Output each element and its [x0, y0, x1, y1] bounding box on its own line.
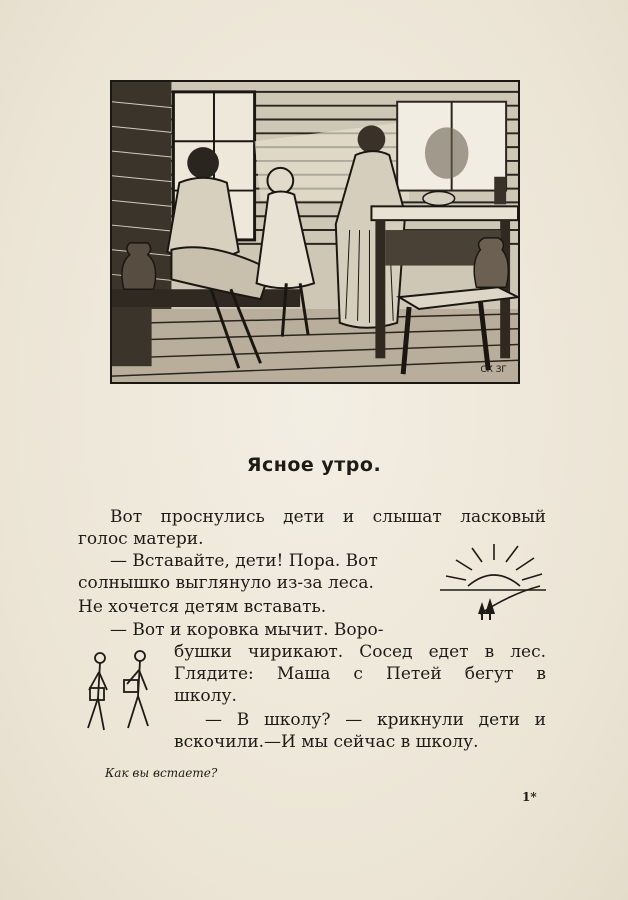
question-text: Как вы встаете? [105, 766, 218, 780]
text-line-6: — Вот и коровка мычит. Воро- [110, 620, 384, 640]
woodcut-illustration-art [112, 82, 518, 382]
text-line-11: вскочили.—И мы сейчас в школу. [174, 732, 479, 752]
text-line-9: школу. [174, 686, 237, 706]
walking-children-icon [78, 648, 160, 740]
text-line-7: бушки чирикают. Сосед едет в лес. [174, 642, 546, 662]
text-line-1: Вот проснулись дети и слышат ласковый [110, 507, 546, 527]
text-line-5: Не хочется детям вставать. [78, 597, 327, 617]
text-line-4: солнышко выглянуло из-за леса. [78, 573, 374, 593]
text-line-3: — Вставайте, дети! Пора. Вот [110, 551, 378, 571]
page-number: 1* [522, 790, 537, 804]
text-line-2: голос матери. [78, 529, 204, 549]
text-line-8: Глядите: Маша с Петей бегут в [174, 664, 546, 684]
rising-sun-icon [438, 540, 550, 622]
page-title: Ясное утро. [246, 454, 382, 476]
text-line-10: — В школу? — крикнули дети и [205, 710, 546, 730]
illustration-signature: СК ЗГ [480, 365, 507, 376]
woodcut-illustration [110, 80, 520, 384]
